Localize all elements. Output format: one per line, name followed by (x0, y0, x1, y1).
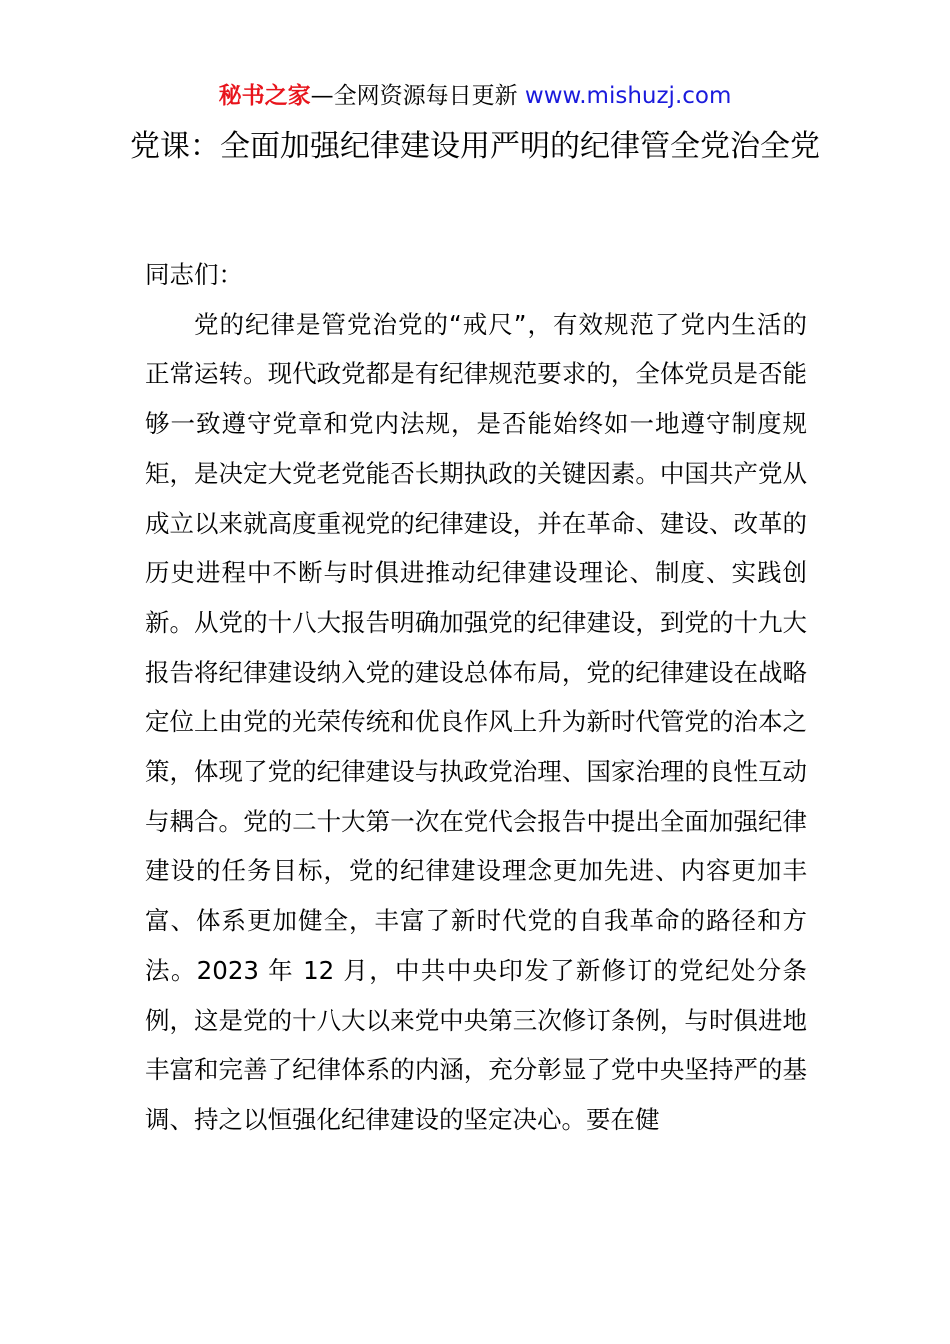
site-url[interactable]: www.mishuzj.com (524, 83, 732, 109)
salutation: 同志们： (145, 260, 243, 289)
document-body (145, 250, 807, 1145)
site-tagline: —全网资源每日更新 (310, 83, 525, 109)
site-brand: 秘书之家 (218, 83, 311, 109)
document-title: 党课：全面加强纪律建设用严明的纪律管全党治全党 (130, 129, 820, 164)
site-header (0, 80, 950, 112)
body-paragraph: 党的纪律是管党治党的“戒尺”，有效规范了党内生活的正常运转。现代政党都是有纪律规范要求的，全体党员是否能够一致遵守党章和党内法规，是否能始终如一地遵守制度规矩，是决定大党老党能否长期执政的关键因素。中国共产党从成立以来就高度重视党的纪律建设，并在革命、建设、改革的历史进程中不断与时俱进推动纪律建设理论、制度、实践创新。从党的十八大报告明确加强党的纪律建设，到党的十九大报告将纪律建设纳入党的建设总体布局，党的纪律建设在战略定位上由党的光荣传统和优良作风上升为新时代管党的治本之策，体现了党的纪律建设与执政党治理、国家治理的良性互动与耦合。党的二十大第一次在党代会报告中提出全面加强纪律建设的任务目标，党的纪律建设理念更加先进、内容更加丰富、体系更加健全，丰富了新时代党的自我革命的路径和方法。2023 年 12 月，中共中央印发了新修订的党纪处分条例，这是党的十八大以来党中央第三次修订条例，与时俱进地丰富和完善了纪律体系的内涵，充分彰显了党中央坚持严的基调、持之以恒强化纪律建设的坚定决心。要在健 (145, 309, 807, 1134)
